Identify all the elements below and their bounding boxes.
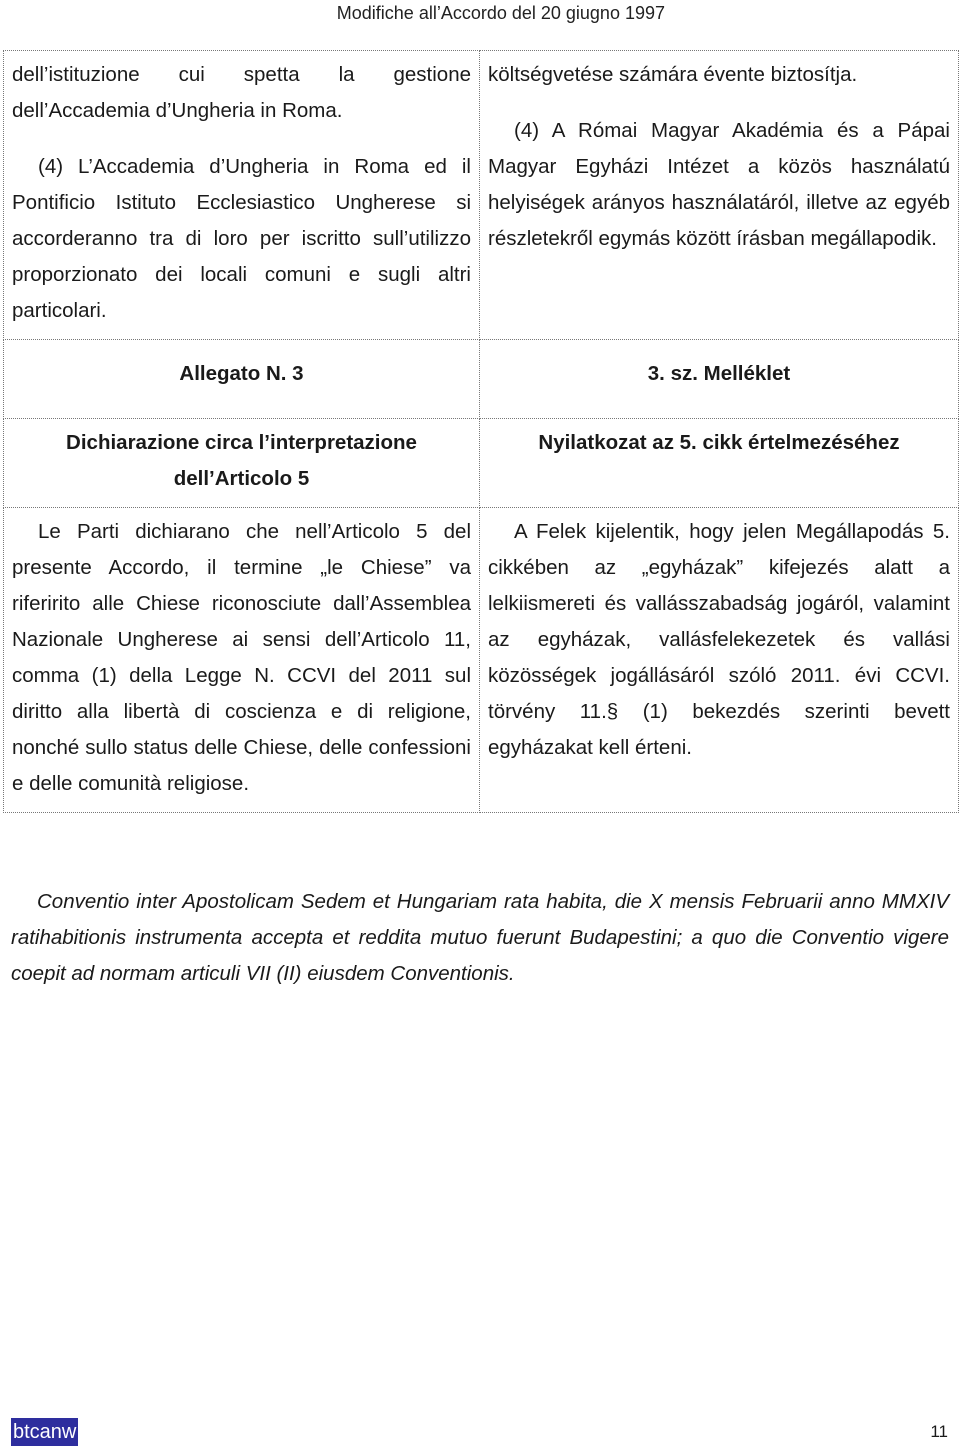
- hungarian-paragraph: (4) A Római Magyar Akadémia és a Pápai Magyar Egyházi Intézet a közös használatú helyiségek arányos használatáról, illetve az egyéb részletekről egymás között írásban megállapodik.: [488, 119, 950, 250]
- latin-closing-paragraph: Conventio inter Apostolicam Sedem et Hungariam rata habita, die X mensis Februarii anno MMXIV ratihabitionis instrumenta accepta et reddita mutuo fuerunt Budapestini; a quo die Conventio vigere coepit ad normam articuli VII (II) eiusdem Conventionis.: [11, 890, 949, 985]
- italian-cell: [4, 51, 480, 340]
- italian-paragraph: (4) L’Accademia d’Ungheria in Roma ed il Pontificio Istituto Ecclesiastico Ungherese si accorderanno tra di loro per iscritto sull’utilizzo proporzionato dei locali comuni e sugli altri particolari.: [12, 155, 471, 322]
- hungarian-paragraph: költségvetése számára évente biztosítja.: [488, 63, 858, 86]
- hungarian-cell: [480, 51, 959, 340]
- running-header: Modifiche all’Accordo del 20 giugno 1997: [336, 3, 665, 23]
- table-row: [4, 340, 959, 419]
- table-row: [4, 419, 959, 508]
- table-row: [4, 51, 959, 340]
- declaration-heading-italian: Dichiarazione circa l’interpretazione dell’Articolo 5: [4, 419, 480, 508]
- declaration-heading-hungarian: Nyilatkozat az 5. cikk értelmezéséhez: [480, 419, 959, 508]
- table-row: [4, 508, 959, 813]
- italian-paragraph: dell’istituzione cui spetta la gestione dell’Accademia d’Ungheria in Roma.: [12, 63, 471, 122]
- footer-logo: btcanw: [11, 1418, 78, 1446]
- annex-title-italian: Allegato N. 3: [4, 340, 480, 419]
- annex-title-hungarian: 3. sz. Melléklet: [480, 340, 959, 419]
- declaration-text-italian: Le Parti dichiarano che nell’Articolo 5 del presente Accordo, il termine „le Chiese” va riferirito alle Chiese riconosciute dall’Assemblea Nazionale Ungherese ai sensi dell’Articolo 11, comma (1) della Legge N. CCVI del 2011 sul diritto alla libertà di coscienza e di religione, nonché sullo status delle Chiese, delle confessioni e delle comunità religiose.: [4, 508, 480, 813]
- bilingual-table: [3, 50, 959, 813]
- page-number: 11: [930, 1422, 948, 1441]
- declaration-text-hungarian: A Felek kijelentik, hogy jelen Megállapodás 5. cikkében az „egyházak” kifejezés alatt a lelkiismereti és vallásszabadság jogáról, valamint az egyházak, vallásfelekezetek és vallási közösségek jogállásáról szóló 2011. évi CCVI. törvény 11.§ (1) bekezdés szerinti bevett egyházakat kell érteni.: [480, 508, 959, 813]
